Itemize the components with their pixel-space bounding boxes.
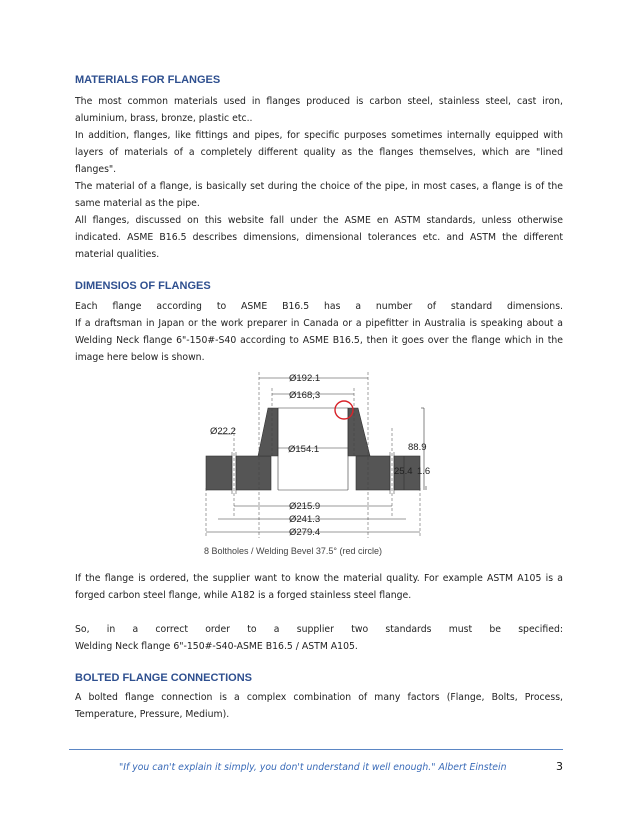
heading-dimensions: DIMENSIOS OF FLANGES bbox=[75, 280, 211, 292]
paragraph-dimensions-4a: So, in a correct order to a supplier two standards must be specified: bbox=[75, 624, 563, 635]
paragraph-dimensions-3: If the flange is ordered, the supplier want to know the material quality. For example ASTM A105 is a forged carbon steel flange, while A182 is a forged stainless steel flange. bbox=[75, 573, 563, 602]
dim-bottom-2: Ø241.3 bbox=[289, 514, 321, 525]
flange-dimension-drawing bbox=[196, 368, 436, 558]
dim-height-total: 88.9 bbox=[408, 442, 427, 453]
heading-materials: MATERIALS FOR FLANGES bbox=[75, 74, 221, 86]
footer-quote: "If you can't explain it simply, you don't understand it well enough." Albert Einstein bbox=[119, 762, 507, 773]
paragraph-dimensions-2: If a draftsman in Japan or the work preparer in Canada or a pipefitter in Australia is speaking about a Welding Neck flange 6"-150#-S40 according to ASME B16.5, then it goes over the flange which in the image here below is shown. bbox=[75, 318, 563, 364]
dim-height-face: 1.6 bbox=[417, 466, 431, 477]
dim-bottom-1: Ø215.9 bbox=[289, 501, 321, 512]
dim-top-1: Ø192.1 bbox=[289, 373, 321, 384]
figure-caption: 8 Boltholes / Welding Bevel 37.5° (red circle) bbox=[204, 546, 383, 556]
dim-top-2: Ø168,3 bbox=[289, 390, 321, 401]
paragraph-materials-1: The most common materials used in flanges produced is carbon steel, stainless steel, cast iron, aluminium, brass, bronze, plastic etc.. bbox=[75, 96, 563, 125]
heading-bolted: BOLTED FLANGE CONNECTIONS bbox=[75, 672, 253, 684]
page-number: 3 bbox=[556, 760, 563, 773]
paragraph-materials-4: All flanges, discussed on this website fall under the ASME en ASTM standards, unless otherwise indicated. ASME B16.5 describes dimensions, dimensional tolerances etc. and ASTM the different material qualities. bbox=[75, 215, 563, 261]
paragraph-materials-3: The material of a flange, is basically set during the choice of the pipe, in most cases, a flange is of the same material as the pipe. bbox=[75, 181, 563, 210]
paragraph-dimensions-4b: Welding Neck flange 6"-150#-S40-ASME B16.5 / ASTM A105. bbox=[75, 641, 358, 652]
paragraph-dimensions-1: Each flange according to ASME B16.5 has a number of standard dimensions. bbox=[75, 301, 563, 312]
footer-divider bbox=[69, 749, 563, 750]
dim-height-hub: 25.4 bbox=[394, 466, 413, 477]
dim-hole: Ø22.2 bbox=[210, 426, 236, 437]
dim-bottom-3: Ø279.4 bbox=[289, 527, 321, 538]
dim-bore: Ø154.1 bbox=[288, 444, 320, 455]
paragraph-materials-2: In addition, flanges, like fittings and pipes, for specific purposes sometimes internally equipped with layers of materials of a completely different quality as the flanges themselves, which are "lined flanges". bbox=[75, 130, 563, 176]
paragraph-bolted-1: A bolted flange connection is a complex combination of many factors (Flange, Bolts, Process, Temperature, Pressure, Medium). bbox=[75, 692, 563, 721]
